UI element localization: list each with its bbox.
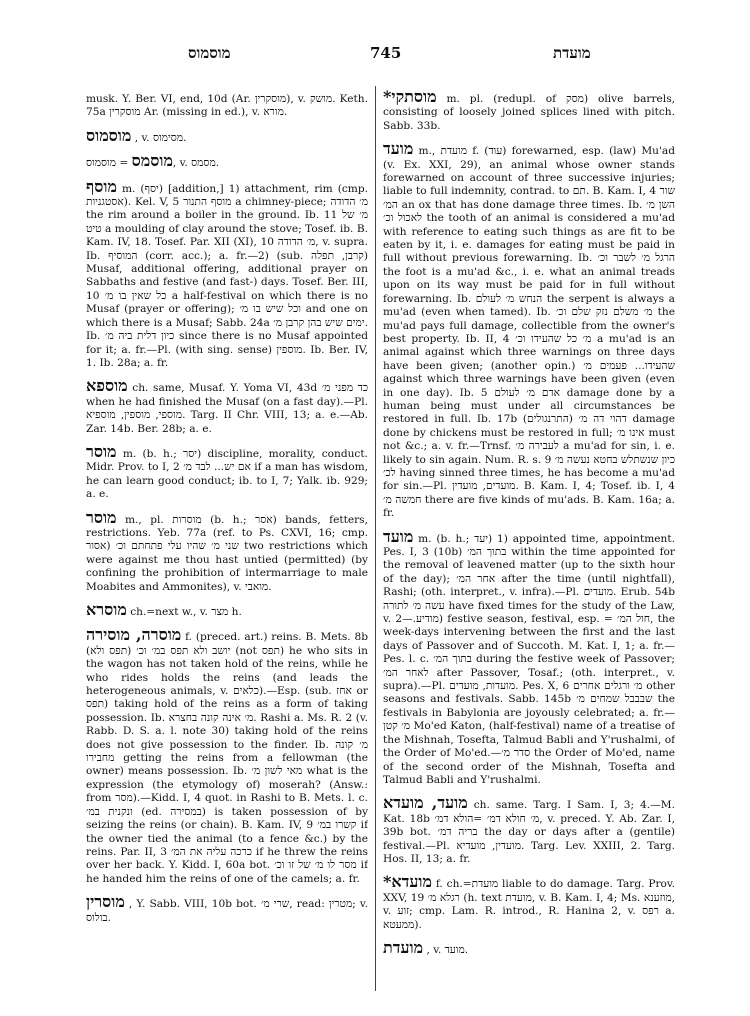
entry-headword: מוסמס	[131, 151, 173, 171]
running-head-left: מוסמוס	[188, 44, 231, 62]
entry-headword: מוסף	[86, 176, 117, 196]
right-column	[383, 88, 675, 1000]
entry-text: f. ch.=מועדת liable to do damage. Targ. Prov. XXV, 19 רגלא מ׳ (h. text מועדת, v. B. Kam. I, 4; Ms. מוזענא, v. זוע; cmp. Lam. R. introd., R. Hanina 2, v. רפס a. ממעטא).	[383, 878, 675, 931]
dictionary-entry	[383, 939, 675, 957]
dictionary-entry	[86, 626, 368, 886]
left-column	[86, 88, 368, 1000]
running-head-right: מועדת	[553, 44, 591, 62]
entry-text: , v. מועד.	[426, 943, 469, 956]
dictionary-entry	[86, 601, 368, 619]
dictionary-entry	[383, 873, 675, 932]
dictionary-entry	[86, 443, 368, 502]
entry-text: , Y. Sabb. VIII, 10b bot. שרי מ׳, read: מטרין; v. בולוס.	[86, 898, 368, 924]
entry-headword: מוסרה, מוסירה	[86, 625, 182, 645]
entry-headword: מוסר	[86, 441, 117, 461]
entry-text: , v. מסימוס.	[134, 131, 187, 144]
entry-headword: מועד	[383, 526, 414, 546]
dictionary-entry	[86, 377, 368, 436]
dictionary-entry	[86, 88, 368, 120]
page-header	[88, 44, 688, 68]
column-divider	[375, 86, 376, 991]
entry-headword: *מועדא	[383, 872, 432, 892]
entry-text: ch. same. Targ. I Sam. I, 3; 4.—M. Kat. 18b מ׳ חולא דמ׳ =הולא דמ׳, v. preced. Y. Ab. Zar. I, 39b bot. בריה דמ׳ the day or days after a (gentile) festival.—Pl. מועדין, מועדיא. Targ. Lev. XXIII, 2. Targ. Hos. II, 13; a. fr.	[383, 799, 675, 865]
entry-text: m., pl. מוסרות (b. h.; אסר) bands, fetters, restrictions. Yeb. 77a (ref. to Ps. CXVI, 16; cmp. אסור) שני מ׳ שהיו עלי פתחתם וכ׳ two restrictions which were against me thou hast untied (permitted) (by confining the prohibition of intermarriage to male Moabites and Ammonites), v. מואבי.	[86, 513, 368, 593]
page-number: 745	[370, 44, 402, 62]
entry-headword: מועד	[383, 139, 414, 159]
entry-headword: מועד, מועדא	[383, 793, 468, 813]
entry-headword: מוספא	[86, 376, 128, 396]
dictionary-entry	[383, 528, 675, 788]
dictionary-entry	[86, 509, 368, 594]
entry-text: m. (b. h.; יסר) discipline, morality, conduct. Midr. Prov. to I, 2 אם יש... לבד מ׳ if a man has wisdom, he can learn good conduct; ib. to I, 7; Yalk. ib. 929; a. e.	[86, 447, 368, 501]
entry-text: m., מועדת f. (עוד) forewarned, esp. (law) Mu'ad (v. Ex. XXI, 29), an animal whose owner stands forewarned on account of three successive injuries; liable to full indemnity, contrad. to תם. B. Kam. I, 4 שור המ׳ an ox that has done damage three times. Ib. השן מ׳ לאכול וכ׳ the tooth of an animal is considered a mu'ad with reference to eating such things as are fit to be eaten by it, i. e. damages for eating must be paid in full without previous forewarning. Ib. הרגל מ׳ לשבר וכ׳ the foot is a mu'ad &c., i. e. what an animal treads upon on its way must be paid for in full without forewarning. Ib. הנחש מ׳ לעולם the serpent is always a mu'ad (even when tamed). Ib. מ׳ משלם נזק שלם וכ׳ the mu'ad pays full damage, collectible from the owner's best property. Ib. II, 4 מ׳ כל שהעידו וכ׳ a mu'ad is an animal against which three warnings on three days have been given; (another opin.) שהעידו... פעמים מ׳ against which three warnings have been given (even in one day). Ib. 5 אדם מ׳ לעולם damage done by a human being must under all circumstances be restored in full. Ib. 17b (התרנגולים) דהוי דה מ׳ damage done by chickens must be restored in full; אינו מ׳ must not &c.; a. v. fr.—Trnsf. לעבירה מ׳ a mu'ad for sin, i. e. likely to sin again. Num. R. s. 9 כיון שנשתלש בחטא נעשה מ׳ לכ׳ having sinned three times, he has become a mu'ad for sin.—Pl. מועדים, מועדין. B. Kam. I, 4; Tosef. ib. I, 4 חמשה מ׳ there are five kinds of mu'ads. B. Kam. 16a; a. fr.	[383, 145, 675, 520]
entry-text: ch.=next w., v. מצר h.	[130, 606, 242, 618]
dictionary-entry	[86, 127, 368, 145]
entry-headword: מועדת	[383, 937, 424, 957]
entry-text: m. pl. (redupl. of מסק) olive barrels, consisting of loosely joined splices lined with pitch. Sabb. 33b.	[383, 93, 675, 132]
entry-text: = מוסמוס, v. מסמס.	[86, 157, 220, 170]
dictionary-entry	[383, 140, 675, 520]
entry-headword: מוסרין	[86, 892, 125, 912]
entry-text: m. (b. h.; יעד) 1) appointed time, appointment. Pes. I, 3 (10b) בתוך המ׳ within the time appointed for the removal of leavened matter (up to the sixth hour of the day); אחר המ׳ after the time (until nightfall), Rashi; (oth. interpret., v. infra).—Pl. מועדים. Erub. 54b עשה מ׳ לתורה have fixed times for the study of the Law, v. מודיע.—2) festive season, festival, esp. = חול המ׳, the week-days intervening between the first and the last days of Passover and of Succoth. M. Kat. I, 1; a. fr.—Pes. l. c. בתוך המ׳ during the festive week of Passover; לאחר המ׳ after Passover, Tosaf.; (oth. interpret., v. supra).—Pl. מועדות, מועדים. Pes. X, 6 מ׳ ורגלים אחרים other seasons and festivals. Sabb. 145b שבבבל שמחים מ׳ the festivals in Babylonia are joyously celebrated; a. fr.—מ׳ קטן Mo'ed Katon, (half-festival) name of a treatise of the Mishnah, Tosefta, Talmud Babli and Y'rushalmi, of the Order of Mo'ed.—סדר מ׳ the Order of Mo'ed, name of the second order of the Mishnah, Tosefta and Talmud Babli and Y'rushalmi.	[383, 532, 675, 786]
dictionary-entry	[383, 88, 675, 133]
entry-headword: מוסר	[86, 507, 117, 527]
entry-headword: מוסרא	[86, 600, 127, 619]
dictionary-entry	[86, 893, 368, 925]
entry-text: m. (יסף) [addition,] 1) attachment, rim (cmp. אסטגניות). Kel. V, 5 מוסף התנור a chimney-piece; מ׳ הדודה the rim around a boiler in the ground. Ib. 11 מ׳ של טיט a moulding of clay around the stove; Tosef. ib. B. Kam. IV, 18. Tosef. Par. XII (XI), 10 מ׳ הדודה, v. supra. Ib. המוסיף (corr. acc.); a. fr.—2) (sub. קרבן, תפלה) Musaf, additional offering, additional prayer on Sabbaths and festive (and fast-) days. Tosef. Ber. III, 10 כל שאין בו מ׳ a half-festival on which there is no Musaf (prayer or offering); וכל שיש בו מ׳ and one on which there is a Musaf; Sabb. 24a ימים שיש בהן קרבן מ׳. Ib. כיון דלית ביה מ׳ since there is no Musaf appointed for it; a. fr.—Pl. (with sing. sense) מוספין. Ib. Ber. IV, 1. Ib. 28a; a. fr.	[86, 182, 368, 369]
dictionary-entry	[86, 152, 368, 170]
entry-headword: מוסמוס	[86, 125, 132, 145]
dictionary-entry	[86, 178, 368, 371]
entry-text: ch. same, Musaf. Y. Yoma VI, 43d כד מפני מ׳ when he had finished the Musaf (on a fast day).—Pl. מוספי, מוספין, מוספיא. Targ. II Chr. VIII, 13; a. e.—Ab. Zar. 14b. Ber. 28b; a. e.	[86, 382, 368, 435]
entry-text: f. (preced. art.) reins. B. Mets. 8b (תפס ולא) יושב ולא תפס במ׳ וכ׳ (not תפס) he who sits in the wagon has not taken hold of the reins, while he who rides holds the reins (and leads the heterogeneous animals, v. כלאים).—Esp. (sub. אחז or תפס) taking hold of the reins as a form of taking possession. Ib. מ׳ אינה קונה בחצרא. Rashi a. Ms. R. 2 (v. Rabb. D. S. a. l. note 30) taking hold of the reins does not give possession to the finder. Ib. מ׳ קונה מחבירו getting the reins from a fellowman (the owner) means possession. Ib. מאי לשון מ׳ what is the expression (the etymology of) moserah? (Answ.: from מסר).—Kidd. I, 4 quot. in Rashi to B. Mets. l. c. ונקנית במ׳ (ed. במסירה) is taken possession of by seizing the reins (or chain). B. Kam. IV, 9 קשרו במ׳ if the owner tied the animal (to a fence &c.) by the reins. Par. II, 3 כרכה עליה את המ׳ if he threw the reins over her back. Y. Kidd. I, 60a bot. מסר לו מ׳ של זו וכ׳ if he handed him the reins of one of the camels; a. fr.	[86, 631, 368, 885]
entry-text: musk. Y. Ber. VI, end, 10d (Ar. מוסקרין), v. מושק. Keth. 75a מוסקרין Ar. (missing in ed.), v. מורא.	[86, 93, 368, 119]
entry-headword: *מוסתקי	[383, 88, 437, 106]
dictionary-entry	[383, 794, 675, 866]
